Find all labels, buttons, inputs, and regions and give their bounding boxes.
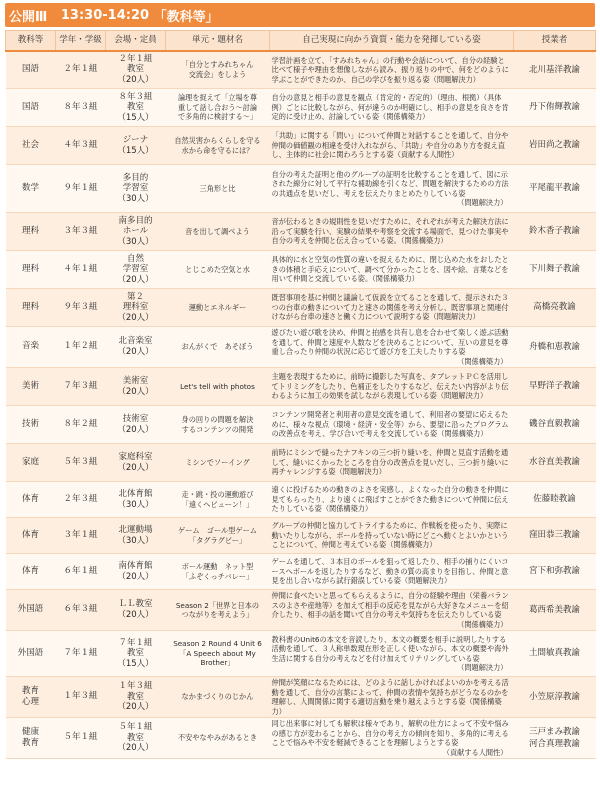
grade-cell: ５年３組 [56,444,106,482]
theme-line: 「タグラグビー」 [188,535,247,545]
theme-line: ミシンでソーイング [185,457,250,467]
teacher-cell [514,444,596,482]
table-row [6,368,596,406]
subject-line: 教育 [21,685,39,696]
place-cell [106,289,166,327]
grade-cell: ３年３組 [56,213,106,251]
table-row [6,51,596,89]
place-line: 教室 [126,648,144,659]
theme-cell [166,406,270,444]
place-line: 北運動場 [118,524,153,535]
theme-line: つながりを考えよう」 [181,610,254,619]
table-header-row [6,31,596,51]
description-text: 「共助」に関する「問い」について仲間と対話することを通して、自分や仲間の価値観の相違を受け入れながら、「共助」や自分のあり方を捉え直し、主体的に社会に関わろうとする姿（貢献する人間性） [271,131,509,160]
table-row [6,631,596,677]
place-line: ７年１組 [118,637,153,648]
theme-line: 自然災害からくらしを守る [174,136,261,146]
place-line: 多目的 [122,172,149,183]
subject-line: 家庭 [21,456,39,467]
subject-cell [6,677,56,718]
subject-line: 美術 [21,380,39,391]
subject-cell [6,251,56,289]
table-row [6,289,596,327]
description-text: 前時にミシンで縫ったナフキンの三つ折り縫いを、仲間と見直す活動を通して、縫いにくかったところを自分の改善点を見いだし、三つ折り縫いに再チャレンジする姿（問題解決力） [271,448,509,477]
theme-line: Brother」 [200,658,235,668]
place-line: （20人） [117,312,154,323]
theme-line: 「遠くへビューン！」 [181,499,254,509]
subject-cell [6,406,56,444]
place-cell [106,631,166,677]
theme-line: 「自分とすみれちゃん [181,60,254,70]
column-header-theme: 単元・題材名 [166,31,270,51]
teacher-name: 岩田尚之教諭 [528,140,580,151]
theme-cell [166,590,270,631]
grade-cell: ４年３組 [56,127,106,165]
schedule-table [5,30,596,759]
description-cell [270,554,514,590]
grade-cell: ４年１組 [56,251,106,289]
description-cell [270,368,514,406]
subject-line: 健康 [21,726,39,737]
table-row [6,518,596,554]
place-line: 理科室 [122,302,149,313]
place-cell [106,213,166,251]
teacher-name: 河合真理教諭 [528,739,580,749]
place-cell [106,677,166,718]
place-line: 北音楽室 [118,336,153,347]
description-text: 学習計画を立て、「すみれちゃん」の行動や会話について、自分の経験と比べて様子や理由を想像しながら読み、振り返りの中で、何をどのように学ぶことができたのか、自己の学びを振り返る姿（問題解決力） [271,55,509,84]
place-line: （20人） [117,571,154,582]
description-cell [270,327,514,368]
teacher-cell [514,251,596,289]
place-line: （30人） [117,236,154,247]
description-cell [270,518,514,554]
column-header-place: 会場・定員 [106,31,166,51]
place-line: （30人） [117,193,154,204]
place-line: （20人） [117,462,154,473]
teacher-name: 水谷直美教諭 [528,457,580,468]
subject-line: 国語 [21,64,39,75]
theme-cell [166,127,270,165]
teacher-name: 鈴木香子教諭 [528,226,580,237]
place-line: （20人） [117,347,154,357]
description-text: 自分の意見と相手の意見を観点（肯定的・否定的）（理由、根拠）（具体例）ごとに比較しながら、何が違うのか明確にし、相手の意見を良さを肯定的に受け止め、討論している姿（関係構築力） [271,93,509,122]
subject-line: 心理 [21,697,39,707]
grade-cell: ８年２組 [56,406,106,444]
teacher-name: 窪田恭三教諭 [528,530,580,541]
place-line: 技術室 [122,413,149,424]
place-line: ５年１組 [118,722,153,733]
description-cell [270,127,514,165]
place-cell [106,482,166,518]
grade-cell: ２年３組 [56,482,106,518]
place-line: 北体育館 [118,488,153,499]
place-cell [106,554,166,590]
subject-line: 理科 [21,301,39,312]
teacher-cell [514,518,596,554]
teacher-cell [514,127,596,165]
subject-cell [6,444,56,482]
place-cell [106,590,166,631]
teacher-cell [514,289,596,327]
description-text: ゲームを通して、３本目のボールを狙って返したり、相手の捕りにくいコースへボールを返したりするなど、動きの質の高まりを目指し、仲間と意見を出し合いながら試行錯誤している姿（問題解決力） [271,557,509,586]
place-line: 家庭科室 [118,451,153,462]
subject-cell [6,718,56,759]
column-header-subject: 教科等 [6,31,56,51]
theme-cell [166,165,270,213]
place-line: 教室 [126,64,144,75]
place-line: 教室 [126,732,144,743]
grade-cell: １年３組 [56,677,106,718]
theme-line: 運動とエネルギー [188,302,247,312]
table-row [6,482,596,518]
place-line: 教室 [126,691,144,702]
teacher-cell [514,554,596,590]
theme-line: するコンテンツの開発 [181,424,254,434]
teacher-cell [514,368,596,406]
table-row [6,590,596,631]
description-text: 仲間に食べたいと思ってもらえるように、自分の経験や理由（栄養バランスのよさや産地等）を加えて相手の反応を見ながら大好きなメニューを紹介したり、相手の話を聞いて自分の考えや気持ちを伝えたりしている姿 [271,591,509,619]
teacher-name: 早野洋子教諭 [528,381,580,392]
subject-cell [6,554,56,590]
subject-cell [6,89,56,127]
grade-cell: ７年１組 [56,631,106,677]
teacher-name: 下川舞子教諭 [528,264,580,275]
subject-line: 理科 [21,225,39,236]
subject-cell [6,289,56,327]
theme-line: 身の回りの問題を解決 [181,415,254,425]
teacher-name: 佐藤睦教諭 [533,494,576,505]
place-line: （20人） [117,610,154,620]
place-line: 学習室 [122,183,149,194]
place-line: （30人） [117,535,154,546]
subject-line: 社会 [21,139,39,150]
table-row [6,444,596,482]
subject-cell [6,165,56,213]
subject-cell [6,127,56,165]
place-line: （20人） [117,75,154,86]
theme-line: Season 2 Round 4 Unit 6 [173,639,262,649]
place-line: （15人） [117,112,154,123]
description-cell [270,251,514,289]
description-text: 仲間が笑顔になるためには、どのように話しかければよいのかを考える活動を通して、自分の言葉によって、仲間の表情や気持ちがどうなるのかを理解し、人間関係に関する適切言動を乗り越えようとする姿（関係構築力） [271,678,509,716]
place-line: （30人） [117,499,154,510]
place-line: （15人） [117,145,154,156]
place-cell [106,51,166,89]
competency-tag: （問題解決力） [457,198,508,207]
theme-line: 不安やなやみがあるとき [177,733,258,743]
teacher-cell [514,482,596,518]
column-header-description: 自己実現に向かう資質・能力を発揮している姿 [270,31,514,51]
theme-line: ボール運動 ネット型 [181,562,254,572]
session-category: 「教科等」 [153,9,219,25]
subject-cell [6,590,56,631]
teacher-name: 土間敏真教諭 [528,648,580,659]
teacher-name: 舟橋和恵教諭 [528,341,580,352]
teacher-cell [514,165,596,213]
session-label: 公開Ⅲ [9,9,48,25]
theme-line: Let's tell with photos [180,381,255,391]
subject-line: 理科 [21,263,39,274]
theme-cell [166,482,270,518]
place-cell [106,444,166,482]
competency-tag: （関係構築力） [457,619,508,629]
theme-line: 走・跳・投の運動遊び [181,490,254,500]
theme-line: 「A Speech about My [179,648,256,658]
grade-cell: ２年１組 [56,51,106,89]
table-row [6,165,596,213]
description-cell [270,165,514,213]
place-line: 第２ [126,291,144,302]
teacher-cell [514,213,596,251]
theme-line: 交流会」をしよう [188,69,247,79]
subject-cell [6,51,56,89]
description-text: 自分の考えた証明と他のグループの証明を比較することを通して、図に示された線分に対して平行な補助線を引くなど、問題を解決するための方法の共通点を見いだし、考えを伝えたりまとめたりしている姿 [271,169,509,198]
subject-line: 国語 [21,101,39,112]
subject-line: 技術 [21,418,39,429]
place-line: 学習室 [122,264,149,275]
place-cell [106,406,166,444]
description-cell [270,590,514,631]
table-row [6,718,596,759]
description-text: 遠くに投げるための動きのよさを実感し、よくなった自分の動きを仲間に見てもらったり、より遠くに飛ばすことができた動きについて仲間に伝えたりしている姿（関係構築力） [271,485,509,514]
session-title-bar [5,3,595,27]
place-line: （20人） [117,274,154,285]
grade-cell: ５年１組 [56,718,106,759]
teacher-cell [514,51,596,89]
description-text: 主題を表現するために、前時に撮影した写真を、タブレットＰＣを活用してトリミングをしたり、色補正をしたりするなど、伝えたい内容がより伝わるように加工の効果を試しながら表現している姿（問題解決力） [271,372,509,401]
description-cell [270,289,514,327]
place-line: （20人） [117,386,154,397]
table-row [6,554,596,590]
subject-cell [6,213,56,251]
table-row [6,327,596,368]
subject-cell [6,368,56,406]
subject-cell [6,482,56,518]
place-cell [106,718,166,759]
description-text: 音が伝わるときの規則性を見いだすために、それぞれが考えた解決方法に沿って実験を行い、実験の結果や考察を交流する場面で、見つけた事実や自分の考えを仲間と伝え合っている姿。（関係構築力） [271,217,509,246]
teacher-cell [514,631,596,677]
teacher-name: 高橋亮教諭 [533,302,576,313]
description-text: 具体的に水と空気の性質の違いを捉えるために、閉じ込めた水をおしたときの体積と手応えについて、調べて分かったことを、図や絵、言葉などを用いて仲間と交流している姿。（関係構築力） [271,255,509,284]
teacher-cell [514,327,596,368]
subject-line: 体育 [21,529,39,540]
place-line: ８年３組 [118,91,153,102]
place-cell [106,368,166,406]
theme-cell [166,89,270,127]
place-cell [106,89,166,127]
place-line: （20人） [117,702,154,713]
place-line: 教室 [126,102,144,113]
table-row [6,213,596,251]
column-header-teacher: 授業者 [514,31,596,51]
description-cell [270,631,514,677]
theme-cell [166,677,270,718]
subject-line: 体育 [21,565,39,576]
place-cell [106,327,166,368]
theme-line: ゲーム ゴール型ゲーム [178,526,257,536]
theme-cell [166,51,270,89]
teacher-cell [514,590,596,631]
place-line: １年３組 [118,681,153,692]
theme-line: 音を出して調べよう [185,226,250,236]
subject-cell [6,327,56,368]
theme-cell [166,444,270,482]
grade-cell: １年２組 [56,327,106,368]
grade-cell: ９年３組 [56,289,106,327]
place-line: ジーナ [122,134,149,145]
theme-line: Season 2「世界と日本の [175,600,260,610]
teacher-name: 葛西希美教諭 [528,604,580,615]
theme-cell [166,368,270,406]
grade-cell: ６年３組 [56,590,106,631]
table-row [6,406,596,444]
description-cell [270,213,514,251]
theme-cell [166,518,270,554]
theme-line: 「ふぞくっチバレー」 [181,571,254,581]
place-line: （20人） [117,424,154,435]
subject-line: 体育 [21,493,39,504]
subject-line: 外国語 [17,604,44,615]
theme-line: なかまづくりのじかん [181,692,254,702]
teacher-name: 三戸まみ教諭 [528,726,580,737]
teacher-cell [514,89,596,127]
subject-line: 音楽 [21,341,39,352]
theme-cell [166,554,270,590]
competency-tag: （関係構築力） [457,356,508,366]
teacher-name: 丹下侑輝教諭 [528,102,580,113]
grade-cell: ７年３組 [56,368,106,406]
place-line: ＬＬ教室 [118,599,153,610]
theme-line: 水から命を守るには？ [181,145,254,155]
session-time: 13:30-14:20 [60,7,150,23]
theme-line: 論理を捉えて「立場を尊 [177,93,258,103]
theme-cell [166,327,270,368]
theme-cell [166,213,270,251]
column-header-grade: 学年・学級 [56,31,106,51]
teacher-name: 宮下和弥教諭 [528,566,580,577]
theme-cell [166,251,270,289]
description-text: コンテンツ開発者と利用者の意見交流を通して、利用者の要望に応えるために、様々な視点（環境・経済・安全等）から、要望に沿ったプログラムの改善点を考え、学び合いで考えを交流している姿（関係構築力） [271,410,509,439]
grade-cell: ８年３組 [56,89,106,127]
place-line: （20人） [117,743,154,754]
subject-line: 数学 [21,182,39,193]
description-cell [270,89,514,127]
theme-cell [166,718,270,759]
theme-line: とじこめた空気と水 [185,264,250,274]
description-text: 遊びたい遊び歌を決め、仲間と拍感を共有し息を合わせて楽しく遊ぶ活動を通して、仲間と速度や人数などを決めることについて、互いの意見を尊重し合ったり仲間の状況に応じて遊び方を工夫したりする姿 [271,328,509,356]
table-row [6,127,596,165]
subject-line: 外国語 [17,647,44,658]
subject-line: 教育 [21,738,39,748]
description-cell [270,718,514,759]
teacher-cell [514,677,596,718]
subject-cell [6,518,56,554]
grade-cell: ６年１組 [56,554,106,590]
grade-cell: ９年１組 [56,165,106,213]
table-row [6,677,596,718]
table-row [6,251,596,289]
place-cell [106,518,166,554]
place-line: （15人） [117,658,154,669]
teacher-cell [514,718,596,759]
subject-cell [6,631,56,677]
description-text: グループの仲間と協力してトライするために、作戦板を使ったり、実際に動いたりしながら、ボールを持っていない時にどこへ動くとよいかということについて、仲間と考えている姿（関係構築力） [271,521,509,550]
description-cell [270,482,514,518]
description-cell [270,406,514,444]
table-row [6,89,596,127]
teacher-name: 小笠原淳教諭 [528,691,580,702]
theme-cell [166,289,270,327]
place-cell [106,127,166,165]
theme-cell [166,631,270,677]
description-text: 教科書のUnit6の本文を音読したり、本文の概要を相手に説明したりする活動を通して、３人称単数現在形を正しく使いながら、本文の概要や海外生活に関する自分の考えなどを付け加えてリテリングしている姿 [271,634,509,663]
teacher-cell [514,406,596,444]
teacher-name: 磯谷直毅教諭 [528,419,580,430]
place-line: ２年１組 [118,53,153,64]
grade-cell: ３年１組 [56,518,106,554]
description-cell [270,444,514,482]
theme-line: おんがくで あそぼう [181,342,254,352]
place-cell [106,251,166,289]
description-text: 既習事項を基に仲間と議論して仮説を立てることを通して、提示された３つの台車の動きについて力と速さの関係を考え分析し、既習事項と関連付けながら台車の速さと働く力について説明する姿（問題解決力） [271,293,509,322]
description-cell [270,51,514,89]
place-line: 自然 [126,253,144,264]
place-line: 美術室 [122,375,149,386]
place-cell [106,165,166,213]
competency-tag: （問題解決力） [457,663,508,672]
description-cell [270,677,514,718]
teacher-name: 平尾龍平教諭 [528,183,580,194]
place-line: 南多目的 [118,215,153,226]
description-text: 同じ出来事に対しても解釈は様々であり、解釈の仕方によって不安や悩みの感じ方が変わることから、自分の考え方の傾向を知り、多角的に考えることで悩みや不安を軽減できることを理解しようとする姿 [271,719,509,747]
place-line: 南体育館 [118,560,153,571]
theme-line: 重して話し合おう～討論 [177,102,258,112]
theme-line: で多角的に検討する～」 [177,112,258,122]
teacher-name: 北川基洋教諭 [528,64,580,75]
competency-tag: （貢献する人間性） [442,747,508,757]
theme-line: 三角形と比 [199,183,236,193]
place-line: ホール [122,226,149,237]
